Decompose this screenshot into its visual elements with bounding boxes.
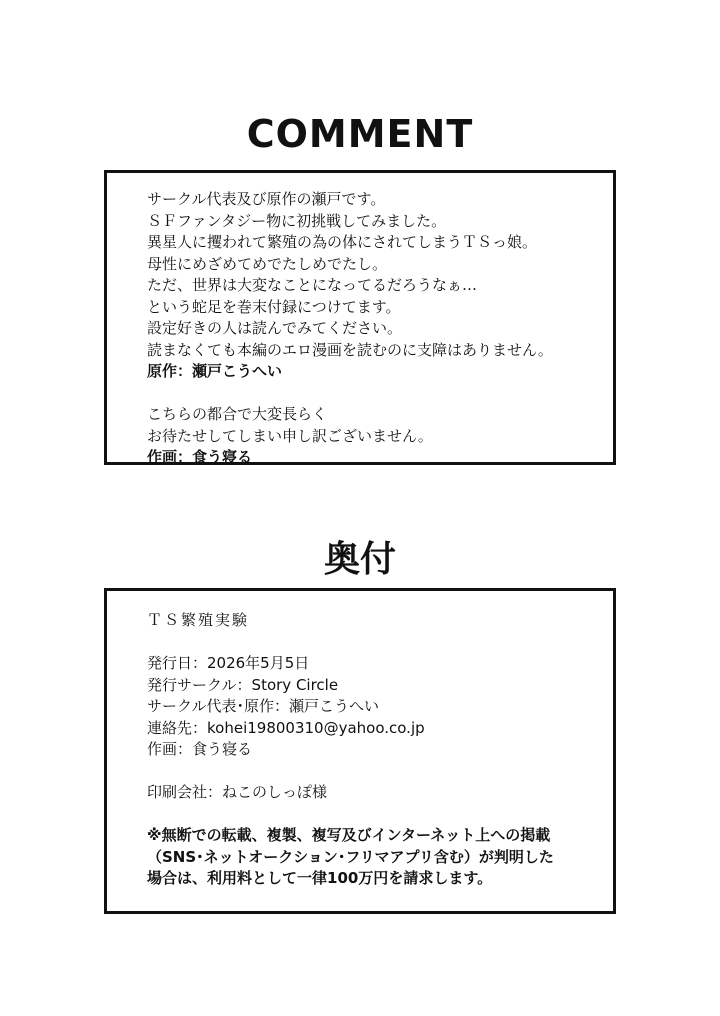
artist-credit: 作画：食う寝る [147, 740, 253, 758]
comment-text [147, 189, 603, 469]
comment-line: こちらの都合で大変長らく [147, 405, 328, 423]
comment-line: 設定好きの人は読んでみてください。 [147, 319, 403, 337]
okuzuke-text [147, 610, 603, 890]
publication-date: 発行日：2026年5月5日 [147, 654, 310, 672]
comment-line: ただ、世界は大変なことになってるだろうなぁ… [147, 276, 478, 294]
copyright-notice-line: 場合は、利用料として一律100万円を請求します。 [147, 869, 493, 887]
paragraph-gap [147, 804, 603, 826]
author-signature: 原作：瀬戸こうへい [147, 362, 283, 380]
comment-line: サークル代表及び原作の瀬戸です。 [147, 190, 386, 208]
publishing-circle: 発行サークル：Story Circle [147, 675, 339, 694]
book-title: ＴＳ繁殖実験 [147, 611, 250, 629]
paragraph-gap [147, 632, 603, 654]
circle-representative: サークル代表･原作：瀬戸こうへい [147, 697, 380, 715]
comment-box [104, 170, 616, 465]
artist-signature: 作画：食う寝る [147, 448, 253, 466]
copyright-notice-line: （SNS･ネットオークション･フリマアプリ含む）が判明した [147, 847, 554, 866]
comment-line: ＳＦファンタジー物に初挑戦してみました。 [147, 211, 447, 230]
comment-line: という蛇足を巻末付録につけてます。 [147, 297, 401, 316]
okuzuke-heading: 奥付 [323, 539, 396, 580]
comment-heading: COMMENT [246, 112, 474, 156]
paragraph-gap [147, 383, 603, 405]
paragraph-gap [147, 761, 603, 783]
comment-line: お待たせしてしまい申し訳ございません。 [147, 426, 433, 445]
okuzuke-box [104, 588, 616, 914]
contact-email: 連絡先：kohei19800310@yahoo.co.jp [147, 718, 425, 737]
comment-line: 読まなくても本編のエロ漫画を読むのに支障はありません。 [147, 340, 553, 359]
printing-company: 印刷会社：ねこのしっぽ様 [147, 783, 328, 801]
comment-line: 母性にめざめてめでたしめでたし。 [147, 254, 388, 273]
comment-line: 異星人に攫われて繁殖の為の体にされてしまうＴＳっ娘。 [147, 233, 538, 251]
copyright-notice-line: ※無断での転載、複製、複写及びインターネット上への掲載 [147, 826, 551, 844]
